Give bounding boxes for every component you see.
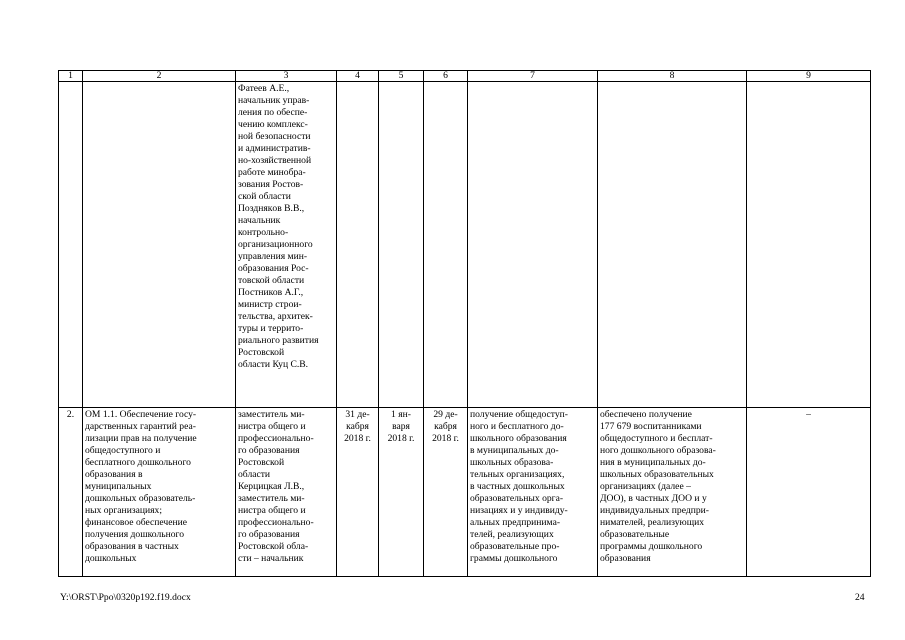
table-cell — [468, 82, 598, 408]
table-row — [59, 82, 871, 408]
table-cell — [337, 82, 379, 408]
row-number-cell: 2. — [59, 408, 83, 577]
column-number: 2 — [83, 71, 236, 82]
column-number: 5 — [379, 71, 424, 82]
column-number: 7 — [468, 71, 598, 82]
activity-name-cell — [83, 408, 236, 577]
table-cell — [379, 82, 424, 408]
table-cell — [598, 82, 747, 408]
page-number: 24 — [855, 592, 865, 603]
end-date-cell: 29 де- кабря 2018 г. — [424, 408, 468, 577]
column-number: 6 — [424, 71, 468, 82]
column-number: 4 — [337, 71, 379, 82]
expected-result-cell — [468, 408, 598, 577]
expected-result-text: получение общедоступ- ного и бесплатного до- школьного образования в муниципальных до- школьных образова- тельных организациях, в частных дошкольных образовательных орга- низациях и у индивиду- альных предпринима- телей, реализующих образовательные про- граммы дошкольного — [470, 409, 568, 564]
file-path-footer: Y:\ORST\Ppo\0320p192.f19.docx — [60, 592, 191, 603]
actual-result-cell — [598, 408, 747, 577]
responsible-text: заместитель ми- нистра общего и профессионально- го образования Ростовской области Керцицкая Л.В., заместитель ми- нистра общего и профессионально- го образования Ростовской обла- сти – начальник — [238, 409, 314, 564]
column-number: 8 — [598, 71, 747, 82]
responsible-cell — [236, 408, 337, 577]
actual-result-text: обеспечено получение 177 679 воспитанниками общедоступного и бесплат- ного дошкольного образова- ния в муниципальных до- школьных образовательных организациях (далее – ДОО), в частных ДОО и у индивидуальных предпри- нимателей, реализующих образовательные программы дошкольного образования — [600, 409, 716, 564]
notes-cell: – — [747, 408, 871, 577]
activity-name-text: ОМ 1.1. Обеспечение госу- дарственных гарантий реа- лизации прав на получение общедоступного и бесплатного дошкольного образования в муниципальных дошкольных образователь- ных организациях; финансовое обеспечение получения дошкольного образования в частных дошкольных — [85, 409, 197, 564]
document-table — [58, 70, 871, 577]
date-cell: 31 де- кабря 2018 г. — [337, 408, 379, 577]
table-cell — [59, 82, 83, 408]
table-row — [59, 408, 871, 577]
column-number-row — [59, 71, 871, 82]
table-cell — [83, 82, 236, 408]
start-date-cell: 1 ян- варя 2018 г. — [379, 408, 424, 577]
column-number: 1 — [59, 71, 83, 82]
table-cell — [747, 82, 871, 408]
column-number: 3 — [236, 71, 337, 82]
column-number: 9 — [747, 71, 871, 82]
responsible-persons-cell: Фатеев А.Е., начальник управ- ления по обеспе- чению комплекс- ной безопасности и административ- но-хозяйственной работе минобра- зования Ростов- ской области Позднякoв В.В., начальник контрольно- организационного управления мин- образования Рос- товской области Постников А.Г., министр строи- тельства, архитек- туры и террито- риального развития Ростовской области Куц С.В. — [236, 82, 337, 408]
table-cell — [424, 82, 468, 408]
